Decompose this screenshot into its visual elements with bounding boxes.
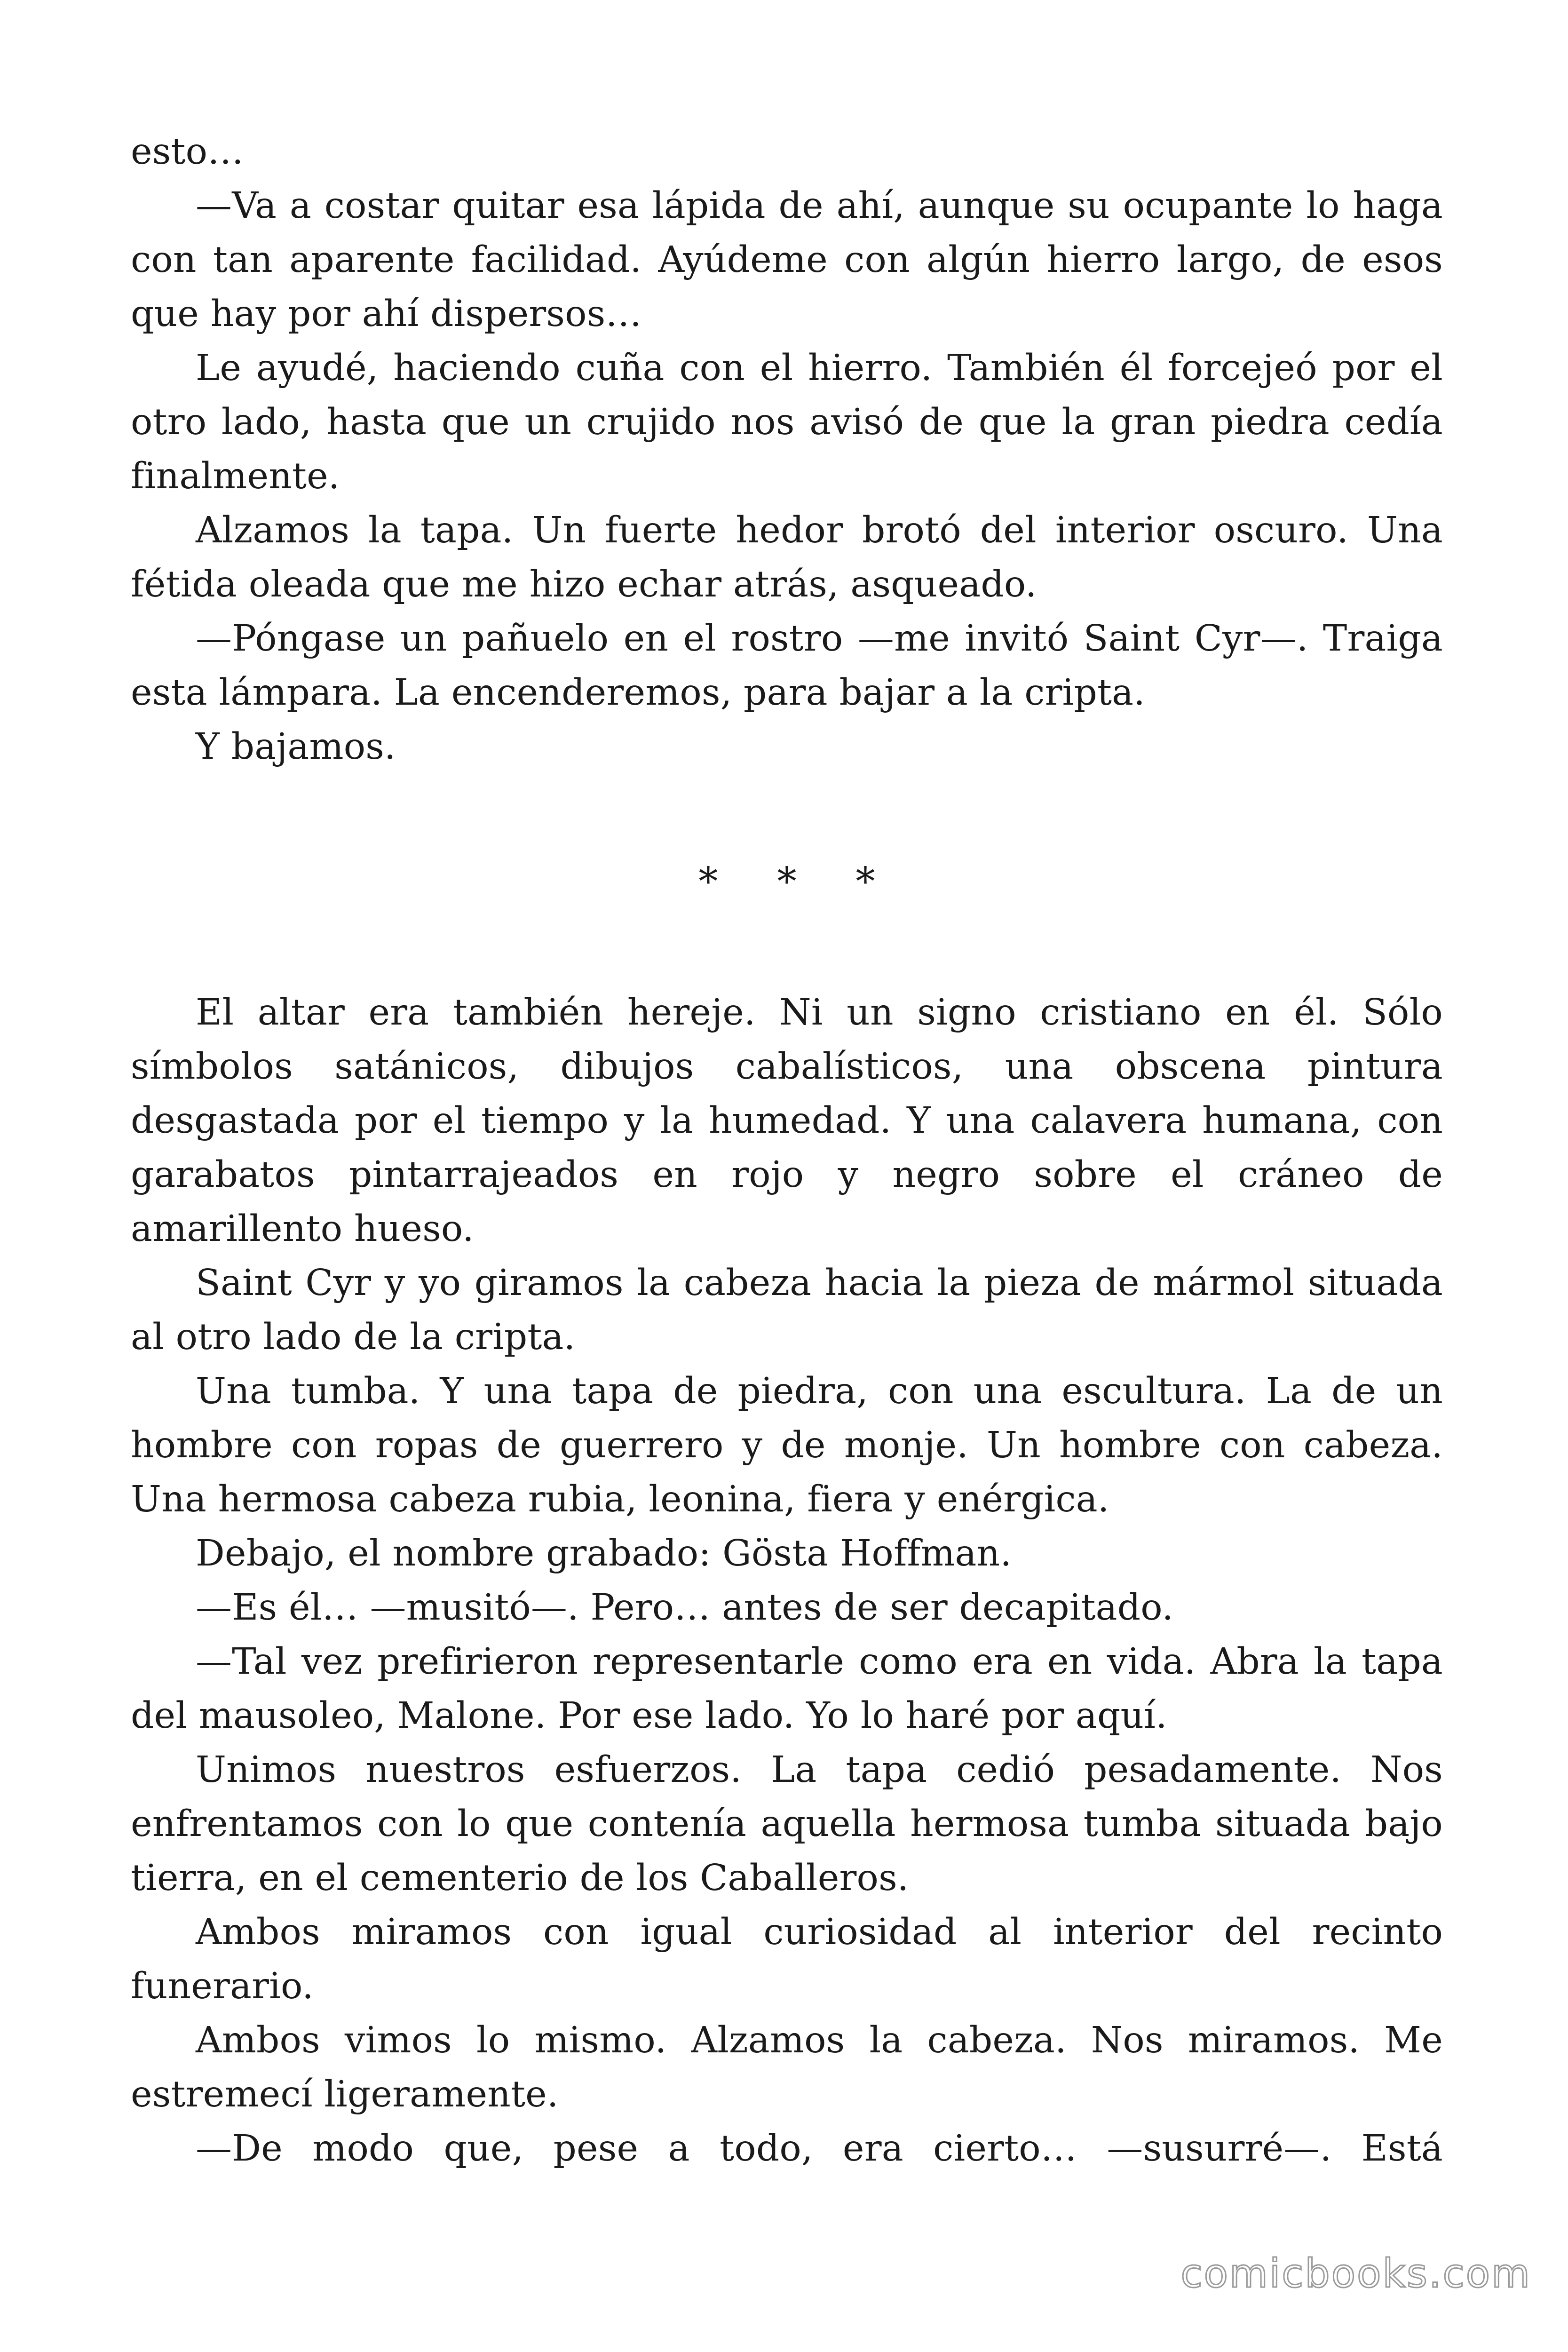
paragraph: —Va a costar quitar esa lápida de ahí, aunque su ocupante lo haga con tan aparente facilidad. Ayúdeme con algún hierro largo, de esos que hay por ahí dispersos… xyxy=(131,185,1443,335)
paragraph: —Póngase un pañuelo en el rostro —me invitó Saint Cyr—. Traiga esta lámpara. La encenderemos, para bajar a la cripta. xyxy=(131,618,1443,714)
paragraph-continues: —De modo que, pese a todo, era cierto… —susurré—. Está xyxy=(196,2128,1443,2169)
paragraph: Le ayudé, haciendo cuña con el hierro. También él forcejeó por el otro lado, hasta que un crujido nos avisó de que la gran piedra cedía finalmente. xyxy=(131,347,1443,497)
paragraph: Unimos nuestros esfuerzos. La tapa cedió pesadamente. Nos enfrentamos con lo que contenía aquella hermosa tumba situada bajo tierra, en el cementerio de los Caballeros. xyxy=(131,1749,1443,1899)
paragraph: Ambos vimos lo mismo. Alzamos la cabeza. Nos miramos. Me estremecí ligeramente. xyxy=(131,2019,1443,2115)
paragraph: Debajo, el nombre grabado: Gösta Hoffman. xyxy=(196,1533,1012,1574)
paragraph: Ambos miramos con igual curiosidad al interior del recinto funerario. xyxy=(131,1911,1443,2007)
paragraph: Una tumba. Y una tapa de piedra, con una escultura. La de un hombre con ropas de guerrero y de monje. Un hombre con cabeza. Una hermosa cabeza rubia, leonina, fiera y enérgica. xyxy=(131,1370,1443,1520)
paragraph: Y bajamos. xyxy=(196,726,396,768)
watermark: comicbooks.com xyxy=(1180,2250,1531,2296)
book-page xyxy=(131,125,1443,2176)
paragraph: —Es él… —musitó—. Pero… antes de ser decapitado. xyxy=(196,1587,1174,1629)
paragraph: El altar era también hereje. Ni un signo cristiano en él. Sólo símbolos satánicos, dibujos cabalísticos, una obscena pintura desgastada por el tiempo y la humedad. Y una calavera humana, con garabatos pintarrajeados en rojo y negro sobre el cráneo de amarillento hueso. xyxy=(131,992,1443,1250)
paragraph-continuation: esto… xyxy=(131,131,244,173)
paragraph: Alzamos la tapa. Un fuerte hedor brotó del interior oscuro. Una fétida oleada que me hizo echar atrás, asqueado. xyxy=(131,509,1443,605)
section-break: * * * xyxy=(698,859,899,904)
paragraph: —Tal vez prefirieron representarle como era en vida. Abra la tapa del mausoleo, Malone. Por ese lado. Yo lo haré por aquí. xyxy=(131,1641,1443,1737)
paragraph: Saint Cyr y yo giramos la cabeza hacia la pieza de mármol situada al otro lado de la cripta. xyxy=(131,1262,1443,1358)
